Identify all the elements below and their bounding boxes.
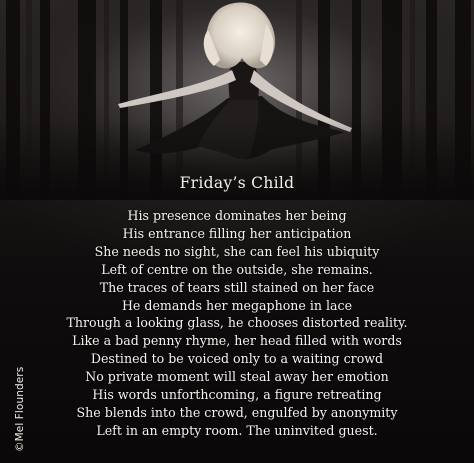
copyright-credit: ©Mel Flounders (14, 366, 26, 452)
poem-line: His entrance filling her anticipation (122, 225, 352, 241)
poem-title: Friday’s Child (179, 174, 295, 192)
forest-scene-illustration (0, 0, 474, 200)
poem-line: Like a bad penny rhyme, her head filled with words (72, 333, 402, 349)
poem-line: He demands her megaphone in lace (121, 297, 353, 313)
poem-line: The traces of tears still stained on her face (99, 279, 375, 295)
poem-line: His presence dominates her being (127, 208, 347, 223)
poem-line: No private moment will steal away her emotion (85, 369, 389, 385)
poem-line: Left of centre on the outside, she remains. (101, 261, 373, 277)
poem-line: She needs no sight, she can feel his ubiquity (94, 243, 380, 259)
poem-line: His words unforthcoming, a figure retreating (92, 387, 382, 403)
poem-line: Through a looking glass, he chooses distorted reality. (66, 315, 408, 331)
poem-line: Destined to be voiced only to a waiting crowd (90, 351, 384, 367)
poem-line: Left in an empty room. The uninvited guest. (96, 422, 378, 438)
poem-line: She blends into the crowd, engulfed by anonymity (76, 404, 398, 420)
poem-body (0, 207, 474, 440)
